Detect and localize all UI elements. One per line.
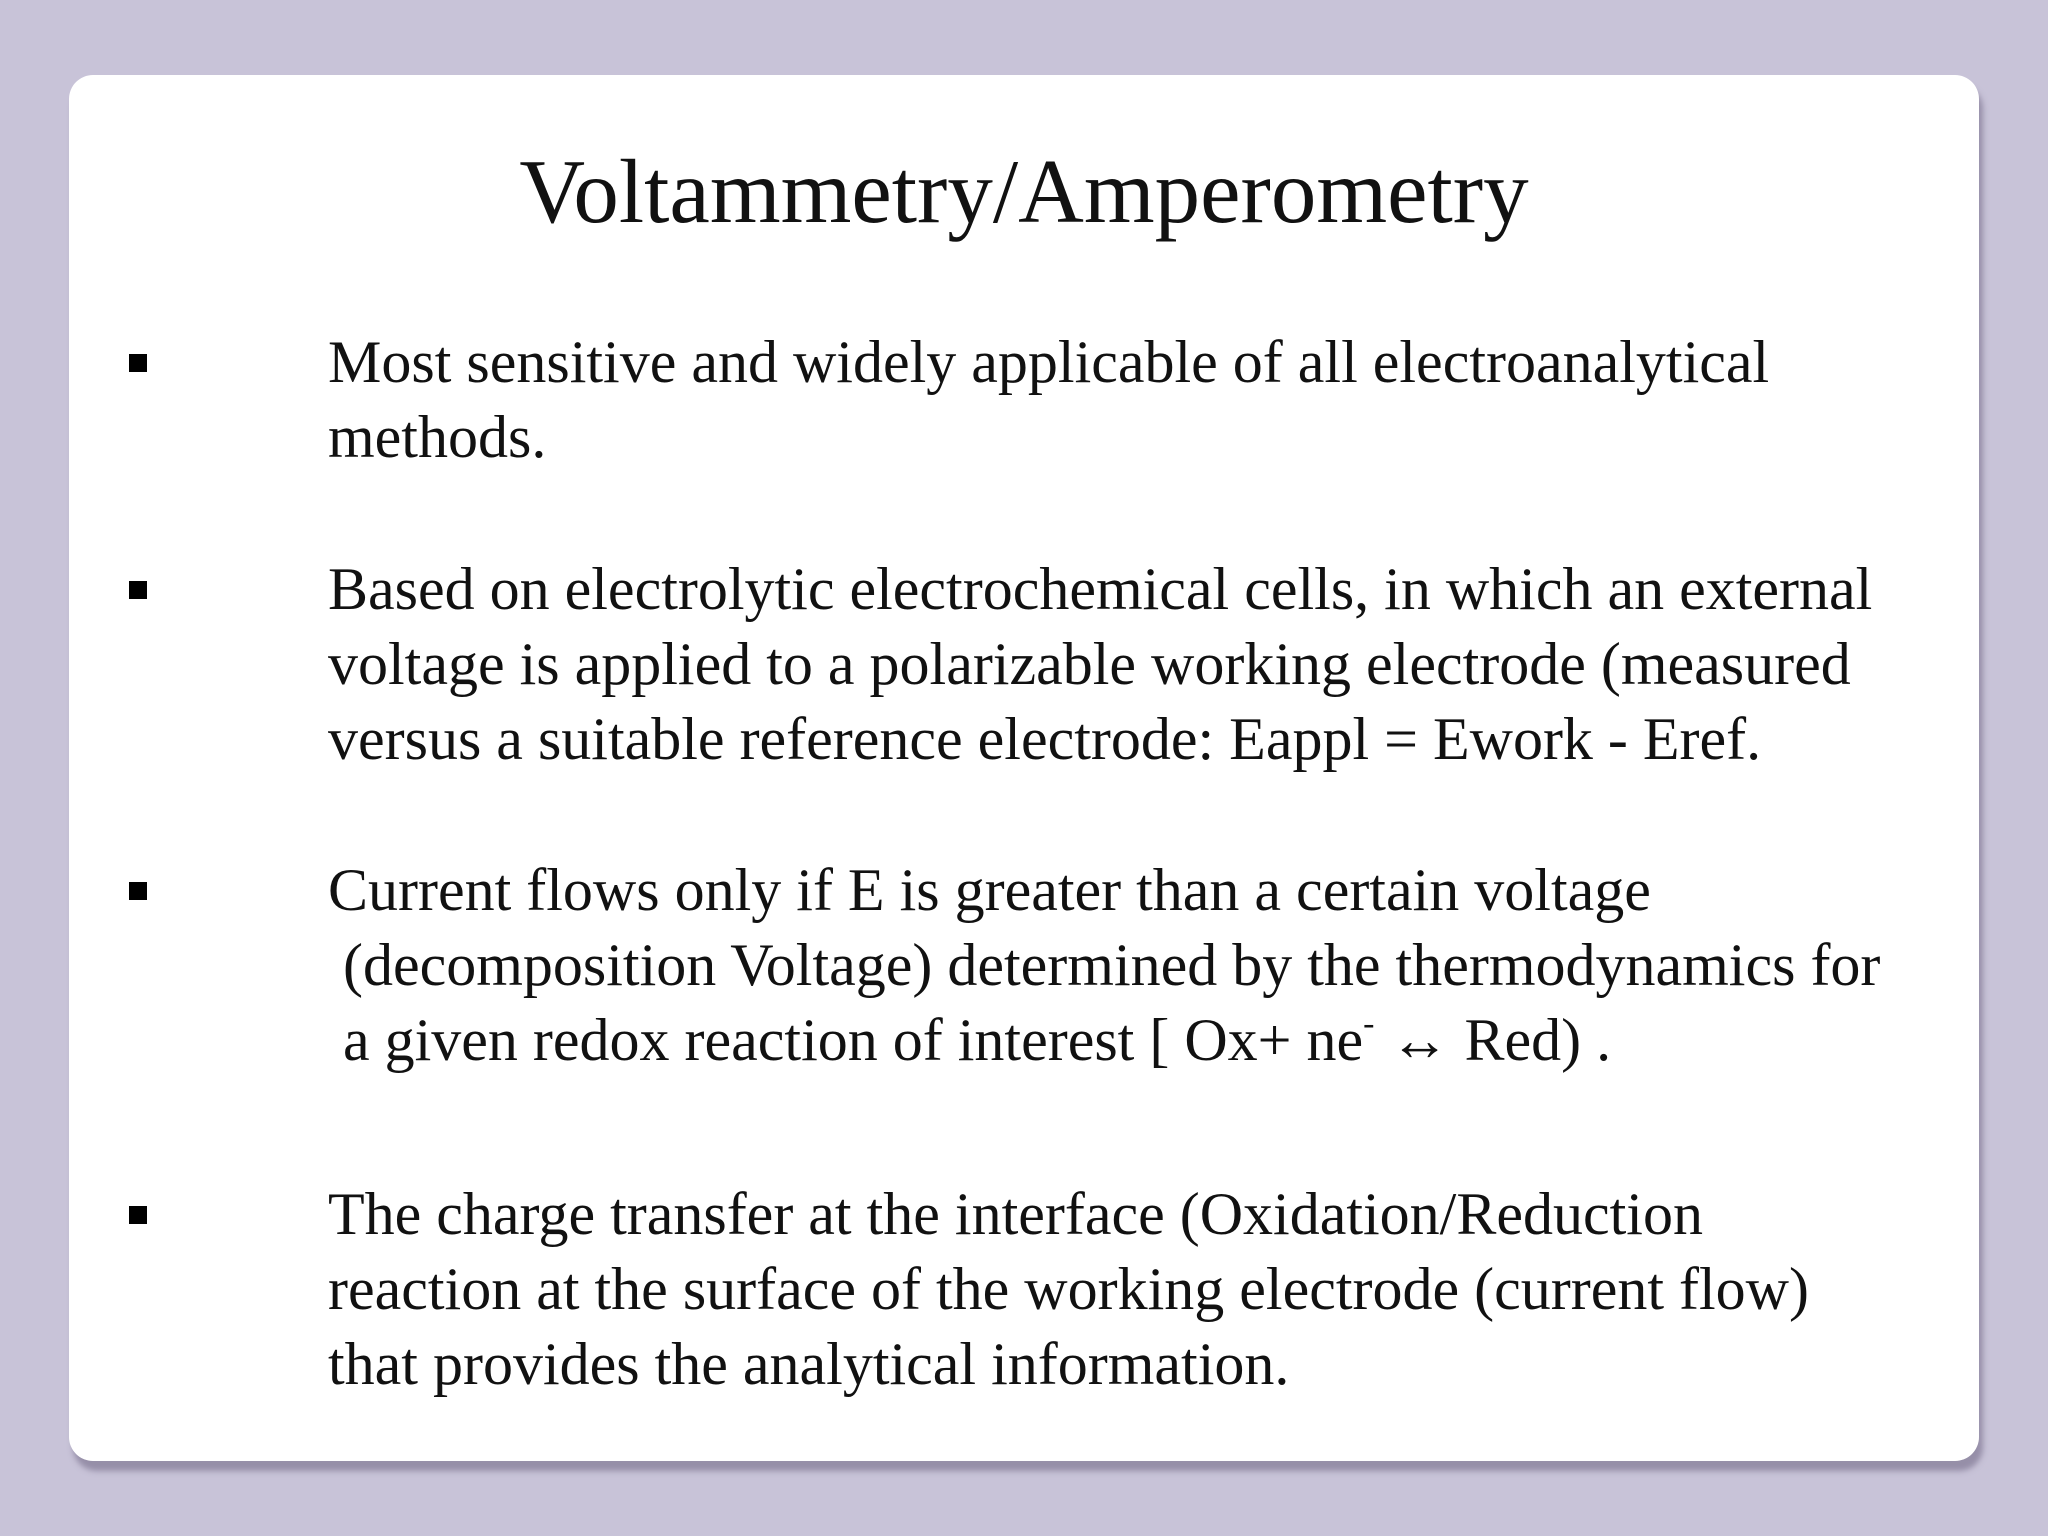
square-bullet-icon: [129, 882, 147, 900]
superscript-minus: -: [1363, 1005, 1375, 1042]
square-bullet-icon: [129, 581, 147, 599]
bullet-text-2: [328, 552, 1968, 777]
slide-title: Voltammetry/Amperometry: [519, 141, 1529, 242]
bullet-3-line-3: [328, 1003, 1968, 1078]
square-bullet-icon: [129, 354, 147, 372]
bullet-3-line-1: Current flows only if E is greater than a certain voltage: [328, 857, 1651, 923]
bullet-4-line-3: that provides the analytical information.: [328, 1331, 1290, 1397]
bullet-3-line-2: (decomposition Voltage) determined by the thermodynamics for: [343, 932, 1881, 998]
square-bullet-icon: [129, 1206, 147, 1224]
bullet-list: [69, 75, 1979, 1461]
bullet-4-line-2: reaction at the surface of the working electrode (current flow): [328, 1256, 1809, 1322]
bullet-4-line-1: The charge transfer at the interface (Oxidation/Reduction: [328, 1181, 1703, 1247]
bullet-text-4: [328, 1177, 1968, 1402]
bullet-3-line-3-pre: a given redox reaction of interest [ Ox+ ne: [343, 1007, 1364, 1073]
bullet-text-1: [328, 325, 1968, 475]
slide: [69, 75, 1979, 1461]
bullet-3-line-3-post: ↔ Red) .: [1374, 1007, 1612, 1073]
bullet-2-line-1: Based on electrolytic electrochemical cells, in which an external: [328, 556, 1873, 622]
bullet-text-3: [328, 853, 1968, 1078]
bullet-1-line-2: methods.: [328, 404, 547, 470]
bullet-1-line-1: Most sensitive and widely applicable of all electroanalytical: [328, 329, 1770, 395]
bullet-2-line-3: versus a suitable reference electrode: Eappl = Ework - Eref.: [328, 706, 1762, 772]
bullet-2-line-2: voltage is applied to a polarizable working electrode (measured: [328, 631, 1851, 697]
